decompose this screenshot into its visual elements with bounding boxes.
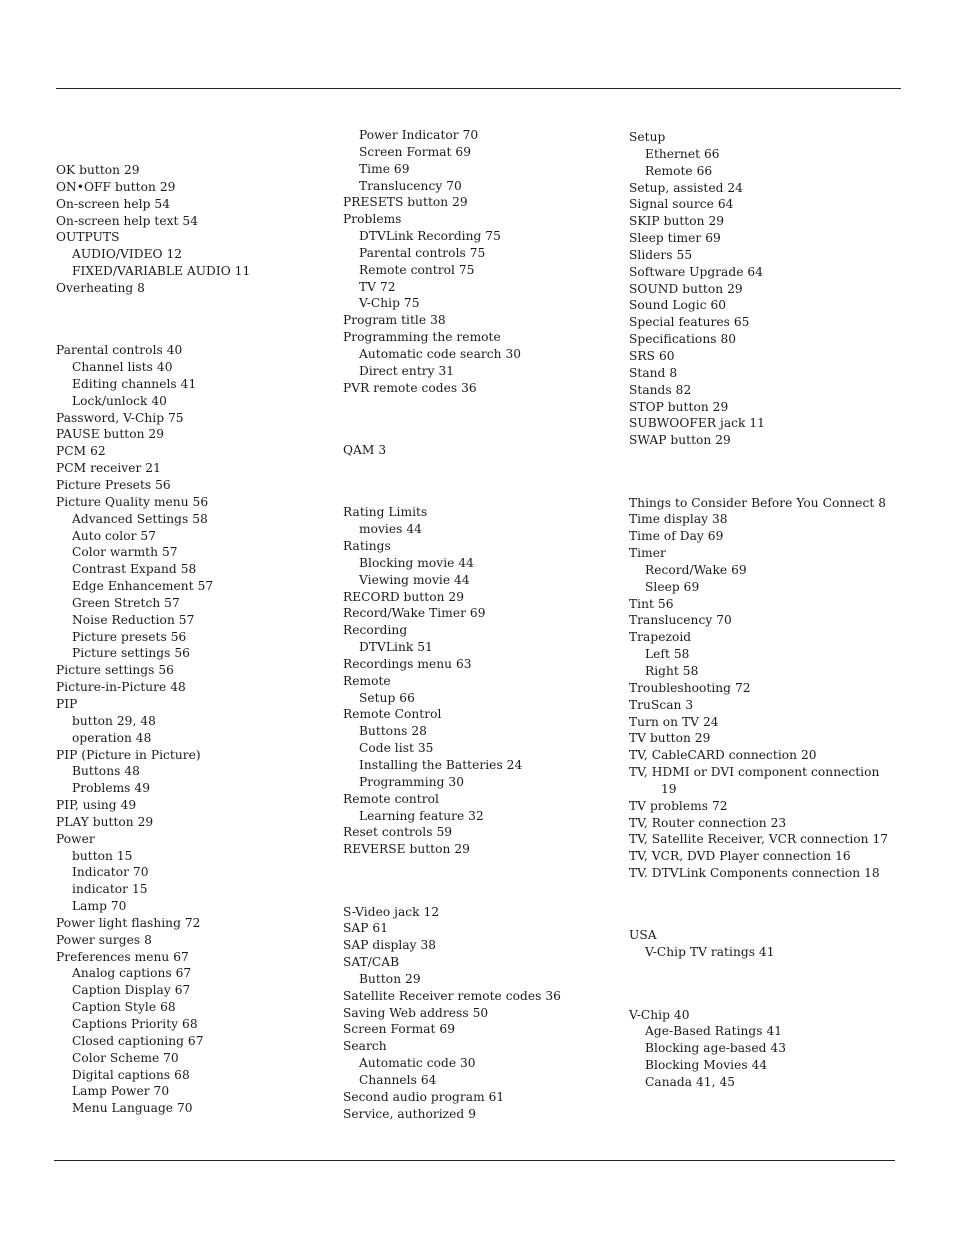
index-entry: Sliders 55 — [629, 247, 693, 262]
index-column-2 — [343, 127, 623, 1123]
index-entry: PIP, using 49 — [56, 798, 137, 813]
index-subentry: Ethernet 66 — [645, 146, 720, 161]
index-entry: V-Chip 40 — [629, 1007, 690, 1022]
index-entry: SUBWOOFER jack 11 — [629, 416, 765, 431]
index-subentry: Right 58 — [645, 663, 699, 678]
index-subentry: button 15 — [72, 848, 133, 863]
index-subentry: Picture presets 56 — [72, 629, 187, 644]
index-subentry: Blocking movie 44 — [359, 555, 474, 570]
index-subentry: Advanced Settings 58 — [72, 511, 208, 526]
index-subentry: Color warmth 57 — [72, 545, 178, 560]
index-subentry: Button 29 — [359, 971, 421, 986]
index-subentry: Learning feature 32 — [359, 808, 484, 823]
index-entry: Overheating 8 — [56, 280, 145, 295]
index-entry: Power — [56, 831, 95, 846]
index-subentry: Record/Wake 69 — [645, 562, 747, 577]
index-entry: Time of Day 69 — [629, 529, 724, 544]
index-entry: Tint 56 — [629, 596, 674, 611]
index-subentry: Installing the Batteries 24 — [359, 758, 523, 772]
index-entry: Setup, assisted 24 — [629, 180, 743, 195]
index-entry: On-screen help 54 — [56, 196, 171, 211]
index-entry: Second audio program 61 — [343, 1089, 505, 1104]
index-entry: Programming the remote — [343, 330, 501, 345]
index-subentry: Programming 30 — [359, 774, 465, 789]
index-entry: STOP button 29 — [629, 399, 729, 414]
index-entry: RECORD button 29 — [343, 589, 465, 604]
index-entry: TV, CableCARD connection 20 — [629, 748, 817, 763]
index-entry: Picture Quality menu 56 — [56, 494, 209, 509]
index-entry: Satellite Receiver remote codes 36 — [343, 988, 561, 1003]
header-rule — [56, 88, 901, 89]
index-subentry: Caption Display 67 — [72, 983, 191, 998]
index-subentry: Analog captions 67 — [72, 966, 192, 981]
index-entry: Remote control — [343, 791, 439, 806]
index-entry: TV button 29 — [629, 731, 711, 746]
index-entry: Sleep timer 69 — [629, 231, 721, 246]
index-entry: Turn on TV 24 — [629, 714, 719, 729]
index-group — [629, 495, 899, 882]
index-subentry: Automatic code 30 — [359, 1056, 476, 1071]
index-subentry: Lamp Power 70 — [72, 1084, 170, 1099]
index-entry: TV, HDMI or DVI component connection — [629, 765, 880, 780]
index-subentry: Setup 66 — [359, 690, 415, 705]
index-subentry: Edge Enhancement 57 — [72, 579, 214, 594]
index-entry: Program title 38 — [343, 313, 446, 328]
index-subentry: Sleep 69 — [645, 579, 700, 594]
index-subentry: operation 48 — [72, 730, 152, 745]
index-entry: Ratings — [343, 539, 391, 554]
index-entry: OK button 29 — [56, 163, 140, 177]
index-subentry: movies 44 — [359, 522, 422, 537]
index-entry: Recordings menu 63 — [343, 656, 472, 671]
index-column-3 — [629, 129, 899, 1091]
index-subentry: Power Indicator 70 — [359, 128, 479, 142]
index-subentry: Left 58 — [645, 647, 690, 662]
index-subentry: Color Scheme 70 — [72, 1050, 179, 1065]
index-entry: Service, authorized 9 — [343, 1106, 476, 1121]
index-subentry: Blocking age-based 43 — [645, 1041, 786, 1056]
index-subentry: Age-Based Ratings 41 — [645, 1024, 783, 1039]
index-subentry: Channels 64 — [359, 1073, 437, 1087]
index-subentry: Direct entry 31 — [359, 363, 455, 378]
index-subentry: Editing channels 41 — [72, 376, 197, 391]
index-entry: Software Upgrade 64 — [629, 264, 764, 279]
index-subentry: Captions Priority 68 — [72, 1017, 198, 1031]
index-entry: Parental controls 40 — [56, 343, 183, 358]
index-entry: Signal source 64 — [629, 197, 734, 212]
index-entry: SOUND button 29 — [629, 281, 743, 296]
index-subentry: Translucency 70 — [359, 178, 462, 193]
index-entry: Screen Format 69 — [343, 1022, 456, 1037]
index-entry: USA — [629, 928, 657, 943]
index-entry: TV, Router connection 23 — [629, 815, 787, 830]
index-entry: PAUSE button 29 — [56, 427, 165, 442]
index-entry: Troubleshooting 72 — [629, 680, 751, 695]
index-subentry: Channel lists 40 — [72, 360, 173, 375]
index-entry: TV, Satellite Receiver, VCR connection 17 — [629, 832, 889, 847]
index-entry: Recording — [343, 623, 408, 638]
index-entry: Power light flashing 72 — [56, 915, 201, 930]
index-subentry: FIXED/VARIABLE AUDIO 11 — [72, 264, 251, 279]
index-subentry: Auto color 57 — [72, 528, 157, 543]
index-subentry: Code list 35 — [359, 741, 434, 756]
index-entry: TV. DTVLink Components connection 18 — [629, 866, 880, 881]
index-group — [343, 442, 623, 459]
index-entry: SAP display 38 — [343, 938, 437, 953]
index-subentry: AUDIO/VIDEO 12 — [72, 247, 183, 262]
index-entry: TruScan 3 — [629, 697, 694, 712]
index-entry: Things to Consider Before You Connect 8 — [629, 495, 886, 510]
index-entry: S-Video jack 12 — [343, 904, 440, 919]
index-entry: ON•OFF button 29 — [56, 179, 176, 194]
index-subentry: DTVLink 51 — [359, 640, 433, 655]
index-subentry: Caption Style 68 — [72, 1000, 176, 1015]
index-subentry: Green Stretch 57 — [72, 595, 180, 610]
index-entry: Picture-in-Picture 48 — [56, 680, 186, 695]
footer-rule — [54, 1160, 895, 1161]
index-entry: Picture Presets 56 — [56, 478, 171, 492]
index-group — [629, 1007, 899, 1091]
index-subentry: TV 72 — [359, 279, 396, 294]
index-entry: Remote Control — [343, 707, 442, 722]
index-subentry: Remote 66 — [645, 163, 713, 178]
index-subentry: Screen Format 69 — [359, 144, 472, 159]
index-subentry: Automatic code search 30 — [359, 346, 522, 361]
index-entry: Remote — [343, 673, 391, 688]
index-column-1 — [56, 162, 336, 1117]
index-subentry: 19 — [661, 781, 677, 796]
index-group — [56, 342, 336, 1117]
index-entry: TV, VCR, DVD Player connection 16 — [629, 849, 851, 864]
index-entry: Rating Limits — [343, 505, 428, 520]
index-group — [629, 129, 899, 449]
index-entry: SKIP button 29 — [629, 214, 725, 229]
index-subentry: Closed captioning 67 — [72, 1033, 204, 1048]
index-entry: SAT/CAB — [343, 955, 400, 970]
index-entry: Record/Wake Timer 69 — [343, 606, 486, 621]
index-entry: PIP — [56, 696, 78, 711]
index-entry: Specifications 80 — [629, 332, 737, 347]
index-entry: Stands 82 — [629, 382, 692, 397]
index-subentry: V-Chip 75 — [359, 296, 420, 311]
index-entry: Sound Logic 60 — [629, 298, 727, 313]
index-subentry: Problems 49 — [72, 781, 151, 796]
index-group — [343, 127, 623, 397]
index-subentry: Blocking Movies 44 — [645, 1058, 768, 1073]
index-entry: PVR remote codes 36 — [343, 380, 477, 395]
index-group — [629, 927, 899, 961]
index-subentry: Picture settings 56 — [72, 646, 190, 661]
index-entry: TV problems 72 — [629, 798, 728, 813]
index-entry: Search — [343, 1039, 387, 1054]
index-entry: Trapezoid — [629, 630, 692, 645]
index-subentry: Menu Language 70 — [72, 1101, 193, 1116]
index-group — [56, 162, 336, 297]
index-subentry: Indicator 70 — [72, 865, 149, 880]
index-entry: Setup — [629, 130, 666, 144]
index-subentry: Time 69 — [359, 161, 410, 176]
index-entry: REVERSE button 29 — [343, 842, 470, 857]
index-entry: OUTPUTS — [56, 230, 120, 245]
index-group — [343, 904, 623, 1123]
index-entry: Reset controls 59 — [343, 825, 453, 840]
index-subentry: button 29, 48 — [72, 713, 156, 728]
index-entry: Saving Web address 50 — [343, 1005, 489, 1020]
index-entry: Picture settings 56 — [56, 663, 174, 678]
index-entry: Time display 38 — [629, 512, 728, 527]
index-subentry: indicator 15 — [72, 882, 148, 897]
index-entry: SAP 61 — [343, 921, 389, 936]
index-entry: Password, V-Chip 75 — [56, 410, 184, 425]
index-subentry: Parental controls 75 — [359, 245, 486, 260]
index-entry: PRESETS button 29 — [343, 195, 468, 210]
index-subentry: Lock/unlock 40 — [72, 393, 167, 408]
index-entry: Power surges 8 — [56, 932, 152, 947]
index-subentry: Canada 41, 45 — [645, 1075, 736, 1089]
index-entry: Translucency 70 — [629, 613, 732, 628]
index-entry: PLAY button 29 — [56, 814, 154, 829]
index-entry: SRS 60 — [629, 348, 675, 363]
index-subentry: Digital captions 68 — [72, 1067, 190, 1082]
index-entry: Timer — [629, 546, 666, 561]
index-subentry: Contrast Expand 58 — [72, 562, 197, 577]
index-subentry: V-Chip TV ratings 41 — [645, 945, 775, 960]
index-subentry: DTVLink Recording 75 — [359, 229, 501, 244]
index-entry: SWAP button 29 — [629, 433, 731, 448]
index-subentry: Remote control 75 — [359, 262, 475, 277]
index-entry: QAM 3 — [343, 443, 387, 457]
index-entry: Preferences menu 67 — [56, 949, 189, 964]
index-entry: PCM receiver 21 — [56, 461, 161, 476]
index-subentry: Viewing movie 44 — [359, 572, 470, 587]
index-subentry: Buttons 28 — [359, 724, 427, 739]
index-entry: On-screen help text 54 — [56, 213, 199, 228]
index-entry: Problems — [343, 212, 402, 227]
index-entry: Special features 65 — [629, 315, 750, 330]
index-subentry: Lamp 70 — [72, 899, 127, 914]
index-subentry: Noise Reduction 57 — [72, 612, 195, 627]
index-subentry: Buttons 48 — [72, 764, 140, 779]
index-entry: Stand 8 — [629, 365, 678, 380]
index-entry: PCM 62 — [56, 444, 106, 459]
index-entry: PIP (Picture in Picture) — [56, 747, 201, 762]
index-group — [343, 504, 623, 858]
